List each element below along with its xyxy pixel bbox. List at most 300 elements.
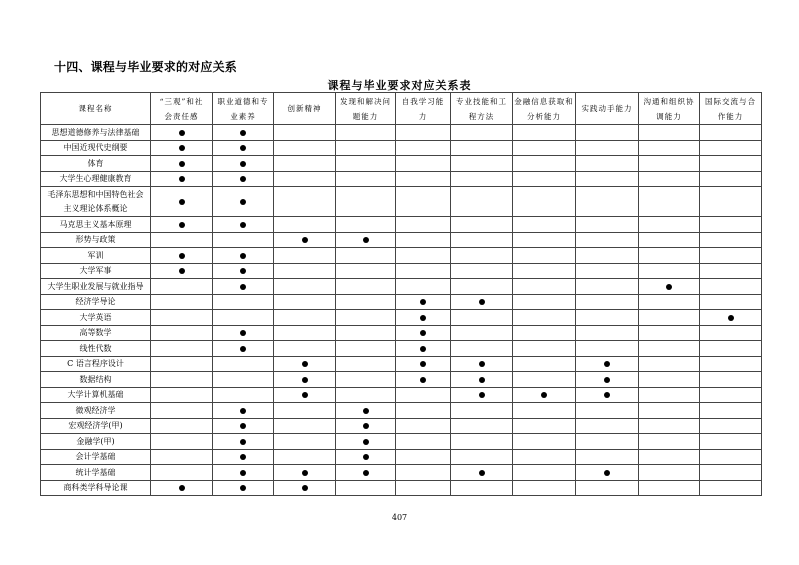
header-requirement: 金融信息获取和 分析能力 <box>513 93 576 125</box>
requirement-cell <box>213 156 274 172</box>
requirement-cell <box>513 449 576 465</box>
mark-dot <box>240 199 246 205</box>
requirement-cell <box>396 263 451 279</box>
requirement-cell <box>274 171 336 187</box>
requirement-cell <box>396 480 451 496</box>
course-name: 经济学导论 <box>41 294 151 310</box>
requirement-cell <box>451 232 513 248</box>
mark-dot <box>541 392 547 398</box>
requirement-cell <box>336 294 396 310</box>
mark-dot <box>363 237 369 243</box>
course-name: 大学军事 <box>41 263 151 279</box>
mark-dot <box>240 253 246 259</box>
table-row <box>41 325 762 341</box>
course-requirement-table <box>40 92 762 496</box>
requirement-cell <box>274 217 336 233</box>
course-name: 会计学基础 <box>41 449 151 465</box>
requirement-cell <box>576 434 639 450</box>
requirement-cell <box>639 156 700 172</box>
requirement-cell <box>274 356 336 372</box>
course-name: 大学计算机基础 <box>41 387 151 403</box>
requirement-cell <box>639 449 700 465</box>
requirement-cell <box>151 310 213 326</box>
header-requirement: 创新精神 <box>274 93 336 125</box>
table-row <box>41 187 762 217</box>
table-row <box>41 217 762 233</box>
requirement-cell <box>639 279 700 295</box>
mark-dot <box>302 237 308 243</box>
requirement-cell <box>396 434 451 450</box>
requirement-cell <box>151 325 213 341</box>
requirement-cell <box>639 325 700 341</box>
requirement-cell <box>576 325 639 341</box>
requirement-cell <box>513 217 576 233</box>
mark-dot <box>479 361 485 367</box>
requirement-cell <box>700 156 762 172</box>
mark-dot <box>240 222 246 228</box>
table-row <box>41 125 762 141</box>
mark-dot <box>302 361 308 367</box>
requirement-cell <box>336 187 396 217</box>
requirement-cell <box>576 125 639 141</box>
table-row <box>41 294 762 310</box>
requirement-cell <box>274 310 336 326</box>
mark-dot <box>240 268 246 274</box>
mark-dot <box>420 361 426 367</box>
requirement-cell <box>576 310 639 326</box>
mark-dot <box>479 392 485 398</box>
mark-dot <box>240 423 246 429</box>
mark-dot <box>420 299 426 305</box>
mark-dot <box>240 454 246 460</box>
requirement-cell <box>336 217 396 233</box>
table-row <box>41 465 762 481</box>
requirement-cell <box>396 325 451 341</box>
requirement-cell <box>576 263 639 279</box>
requirement-cell <box>274 418 336 434</box>
mark-dot <box>240 330 246 336</box>
requirement-cell <box>213 449 274 465</box>
requirement-cell <box>576 372 639 388</box>
requirement-cell <box>639 263 700 279</box>
requirement-cell <box>700 480 762 496</box>
requirement-cell <box>396 387 451 403</box>
requirement-cell <box>639 372 700 388</box>
requirement-cell <box>151 171 213 187</box>
requirement-cell <box>639 434 700 450</box>
course-name: 大学生职业发展与就业指导 <box>41 279 151 295</box>
table-row <box>41 310 762 326</box>
requirement-cell <box>700 465 762 481</box>
requirement-cell <box>639 465 700 481</box>
mark-dot <box>179 161 185 167</box>
table-row <box>41 449 762 465</box>
requirement-cell <box>639 140 700 156</box>
requirement-cell <box>700 325 762 341</box>
requirement-cell <box>576 140 639 156</box>
requirement-cell <box>151 434 213 450</box>
requirement-cell <box>151 217 213 233</box>
requirement-cell <box>396 248 451 264</box>
requirement-cell <box>274 248 336 264</box>
requirement-cell <box>576 341 639 357</box>
requirement-cell <box>151 279 213 295</box>
mark-dot <box>240 439 246 445</box>
requirement-cell <box>336 480 396 496</box>
requirement-cell <box>336 232 396 248</box>
requirement-cell <box>336 372 396 388</box>
requirement-cell <box>213 279 274 295</box>
requirement-cell <box>700 232 762 248</box>
mark-dot <box>179 222 185 228</box>
requirement-cell <box>451 356 513 372</box>
requirement-cell <box>213 434 274 450</box>
table-row <box>41 418 762 434</box>
requirement-cell <box>274 387 336 403</box>
course-name: 中国近现代史纲要 <box>41 140 151 156</box>
requirement-cell <box>576 187 639 217</box>
requirement-cell <box>274 403 336 419</box>
requirement-cell <box>639 310 700 326</box>
requirement-cell <box>576 418 639 434</box>
requirement-cell <box>639 418 700 434</box>
requirement-cell <box>451 418 513 434</box>
requirement-cell <box>451 325 513 341</box>
requirement-cell <box>213 310 274 326</box>
requirement-cell <box>151 356 213 372</box>
requirement-cell <box>336 325 396 341</box>
requirement-cell <box>336 156 396 172</box>
requirement-cell <box>151 341 213 357</box>
requirement-cell <box>336 403 396 419</box>
table-row <box>41 171 762 187</box>
requirement-cell <box>451 403 513 419</box>
requirement-cell <box>213 341 274 357</box>
requirement-cell <box>513 434 576 450</box>
requirement-cell <box>513 294 576 310</box>
requirement-cell <box>151 465 213 481</box>
mark-dot <box>363 439 369 445</box>
header-requirement: 发现和解决问 题能力 <box>336 93 396 125</box>
mark-dot <box>302 377 308 383</box>
requirement-cell <box>451 279 513 295</box>
requirement-cell <box>700 372 762 388</box>
requirement-cell <box>639 232 700 248</box>
mark-dot <box>604 470 610 476</box>
mark-dot <box>240 176 246 182</box>
requirement-cell <box>213 480 274 496</box>
mark-dot <box>420 330 426 336</box>
mark-dot <box>604 377 610 383</box>
requirement-cell <box>513 325 576 341</box>
mark-dot <box>179 176 185 182</box>
requirement-cell <box>451 125 513 141</box>
mark-dot <box>240 284 246 290</box>
table-row <box>41 403 762 419</box>
requirement-cell <box>700 341 762 357</box>
mark-dot <box>363 408 369 414</box>
requirement-cell <box>396 465 451 481</box>
mark-dot <box>420 346 426 352</box>
requirement-cell <box>700 248 762 264</box>
requirement-cell <box>396 372 451 388</box>
header-requirement: 专业技能和工 程方法 <box>451 93 513 125</box>
requirement-cell <box>513 480 576 496</box>
requirement-cell <box>336 263 396 279</box>
requirement-cell <box>151 125 213 141</box>
requirement-cell <box>151 372 213 388</box>
requirement-cell <box>639 248 700 264</box>
requirement-cell <box>451 171 513 187</box>
requirement-cell <box>639 356 700 372</box>
requirement-cell <box>513 341 576 357</box>
course-name: 形势与政策 <box>41 232 151 248</box>
mark-dot <box>179 145 185 151</box>
requirement-cell <box>396 279 451 295</box>
requirement-cell <box>700 387 762 403</box>
requirement-cell <box>274 125 336 141</box>
requirement-cell <box>336 171 396 187</box>
requirement-cell <box>151 418 213 434</box>
requirement-cell <box>336 465 396 481</box>
table-row <box>41 434 762 450</box>
requirement-cell <box>213 248 274 264</box>
mark-dot <box>240 485 246 491</box>
course-name: 军训 <box>41 248 151 264</box>
table-title: 课程与毕业要求对应关系表 <box>327 79 472 92</box>
requirement-cell <box>213 465 274 481</box>
requirement-cell <box>336 418 396 434</box>
requirement-cell <box>396 125 451 141</box>
header-course: 课程名称 <box>41 93 151 125</box>
requirement-cell <box>700 449 762 465</box>
header-requirement: “三观”和社 会责任感 <box>151 93 213 125</box>
requirement-cell <box>213 140 274 156</box>
requirement-cell <box>451 310 513 326</box>
requirement-cell <box>451 465 513 481</box>
table-row <box>41 156 762 172</box>
requirement-cell <box>451 434 513 450</box>
requirement-cell <box>700 140 762 156</box>
table-row <box>41 480 762 496</box>
course-name: 马克思主义基本原理 <box>41 217 151 233</box>
requirement-cell <box>274 232 336 248</box>
requirement-cell <box>396 140 451 156</box>
mark-dot <box>728 315 734 321</box>
requirement-cell <box>274 434 336 450</box>
requirement-cell <box>213 217 274 233</box>
requirement-cell <box>396 294 451 310</box>
requirement-cell <box>700 434 762 450</box>
mark-dot <box>302 392 308 398</box>
requirement-cell <box>451 156 513 172</box>
table-row <box>41 279 762 295</box>
requirement-cell <box>576 232 639 248</box>
mark-dot <box>604 392 610 398</box>
header-requirement: 职业道德和专 业素养 <box>213 93 274 125</box>
requirement-cell <box>700 217 762 233</box>
requirement-cell <box>639 294 700 310</box>
requirement-cell <box>396 310 451 326</box>
requirement-cell <box>274 279 336 295</box>
requirement-cell <box>576 465 639 481</box>
course-name: 商科类学科导论课 <box>41 480 151 496</box>
requirement-cell <box>336 310 396 326</box>
requirement-cell <box>151 187 213 217</box>
course-name: 高等数学 <box>41 325 151 341</box>
requirement-cell <box>274 465 336 481</box>
course-name: 微观经济学 <box>41 403 151 419</box>
mark-dot <box>179 130 185 136</box>
requirement-cell <box>639 480 700 496</box>
requirement-cell <box>700 310 762 326</box>
table-row <box>41 372 762 388</box>
mark-dot <box>302 470 308 476</box>
requirement-cell <box>513 232 576 248</box>
requirement-cell <box>213 372 274 388</box>
requirement-cell <box>513 279 576 295</box>
requirement-cell <box>274 480 336 496</box>
table-row <box>41 232 762 248</box>
requirement-cell <box>700 279 762 295</box>
mark-dot <box>240 130 246 136</box>
header-requirement: 自我学习能 力 <box>396 93 451 125</box>
requirement-cell <box>576 403 639 419</box>
requirement-cell <box>700 418 762 434</box>
table-row <box>41 387 762 403</box>
table-body <box>41 125 762 496</box>
requirement-cell <box>336 279 396 295</box>
mark-dot <box>179 485 185 491</box>
requirement-cell <box>151 232 213 248</box>
table-row <box>41 356 762 372</box>
requirement-cell <box>513 403 576 419</box>
mark-dot <box>420 315 426 321</box>
header-requirement: 国际交流与合 作能力 <box>700 93 762 125</box>
requirement-cell <box>451 187 513 217</box>
mark-dot <box>179 253 185 259</box>
mark-dot <box>479 377 485 383</box>
requirement-cell <box>336 449 396 465</box>
mark-dot <box>240 346 246 352</box>
course-name: 线性代数 <box>41 341 151 357</box>
course-name: 数据结构 <box>41 372 151 388</box>
mark-dot <box>179 268 185 274</box>
requirement-cell <box>336 125 396 141</box>
requirement-cell <box>639 341 700 357</box>
requirement-cell <box>700 187 762 217</box>
requirement-cell <box>451 217 513 233</box>
requirement-cell <box>451 248 513 264</box>
requirement-cell <box>274 140 336 156</box>
table-row <box>41 248 762 264</box>
requirement-cell <box>396 171 451 187</box>
requirement-cell <box>451 263 513 279</box>
requirement-cell <box>336 248 396 264</box>
requirement-cell <box>639 387 700 403</box>
requirement-cell <box>451 372 513 388</box>
requirement-cell <box>396 156 451 172</box>
requirement-cell <box>451 449 513 465</box>
requirement-cell <box>396 356 451 372</box>
requirement-cell <box>513 465 576 481</box>
requirement-cell <box>513 372 576 388</box>
course-name: 体育 <box>41 156 151 172</box>
header-requirement: 沟通和组织协 调能力 <box>639 93 700 125</box>
mark-dot <box>604 361 610 367</box>
requirement-cell <box>513 263 576 279</box>
requirement-cell <box>513 156 576 172</box>
course-name: C 语言程序设计 <box>41 356 151 372</box>
requirement-cell <box>513 125 576 141</box>
requirement-cell <box>336 434 396 450</box>
requirement-cell <box>513 387 576 403</box>
header-row <box>41 93 762 125</box>
requirement-cell <box>213 263 274 279</box>
requirement-cell <box>513 356 576 372</box>
mark-dot <box>666 284 672 290</box>
requirement-cell <box>700 171 762 187</box>
mark-dot <box>240 408 246 414</box>
requirement-cell <box>576 449 639 465</box>
mark-dot <box>240 145 246 151</box>
requirement-cell <box>274 341 336 357</box>
requirement-cell <box>274 156 336 172</box>
course-name: 金融学(甲) <box>41 434 151 450</box>
requirement-cell <box>396 403 451 419</box>
course-name: 毛泽东思想和中国特色社会 主义理论体系概论 <box>41 187 151 217</box>
requirement-cell <box>213 403 274 419</box>
requirement-cell <box>700 403 762 419</box>
requirement-cell <box>576 156 639 172</box>
requirement-cell <box>451 387 513 403</box>
mark-dot <box>240 161 246 167</box>
requirement-cell <box>700 125 762 141</box>
requirement-cell <box>336 387 396 403</box>
table-row <box>41 263 762 279</box>
requirement-cell <box>576 248 639 264</box>
requirement-cell <box>213 387 274 403</box>
requirement-cell <box>513 140 576 156</box>
requirement-cell <box>513 187 576 217</box>
requirement-cell <box>336 140 396 156</box>
requirement-cell <box>576 217 639 233</box>
table-row <box>41 341 762 357</box>
requirement-cell <box>336 341 396 357</box>
mark-dot <box>363 423 369 429</box>
requirement-cell <box>274 294 336 310</box>
requirement-cell <box>213 171 274 187</box>
requirement-cell <box>336 356 396 372</box>
requirement-cell <box>451 480 513 496</box>
requirement-cell <box>513 248 576 264</box>
requirement-cell <box>396 217 451 233</box>
requirement-cell <box>576 294 639 310</box>
requirement-cell <box>151 156 213 172</box>
requirement-cell <box>700 294 762 310</box>
requirement-cell <box>213 418 274 434</box>
requirement-cell <box>576 279 639 295</box>
requirement-cell <box>639 217 700 233</box>
requirement-cell <box>396 341 451 357</box>
page-number: 407 <box>391 513 408 522</box>
requirement-cell <box>513 171 576 187</box>
requirement-cell <box>151 140 213 156</box>
mark-dot <box>302 485 308 491</box>
requirement-cell <box>213 232 274 248</box>
course-name: 大学英语 <box>41 310 151 326</box>
table-row <box>41 140 762 156</box>
